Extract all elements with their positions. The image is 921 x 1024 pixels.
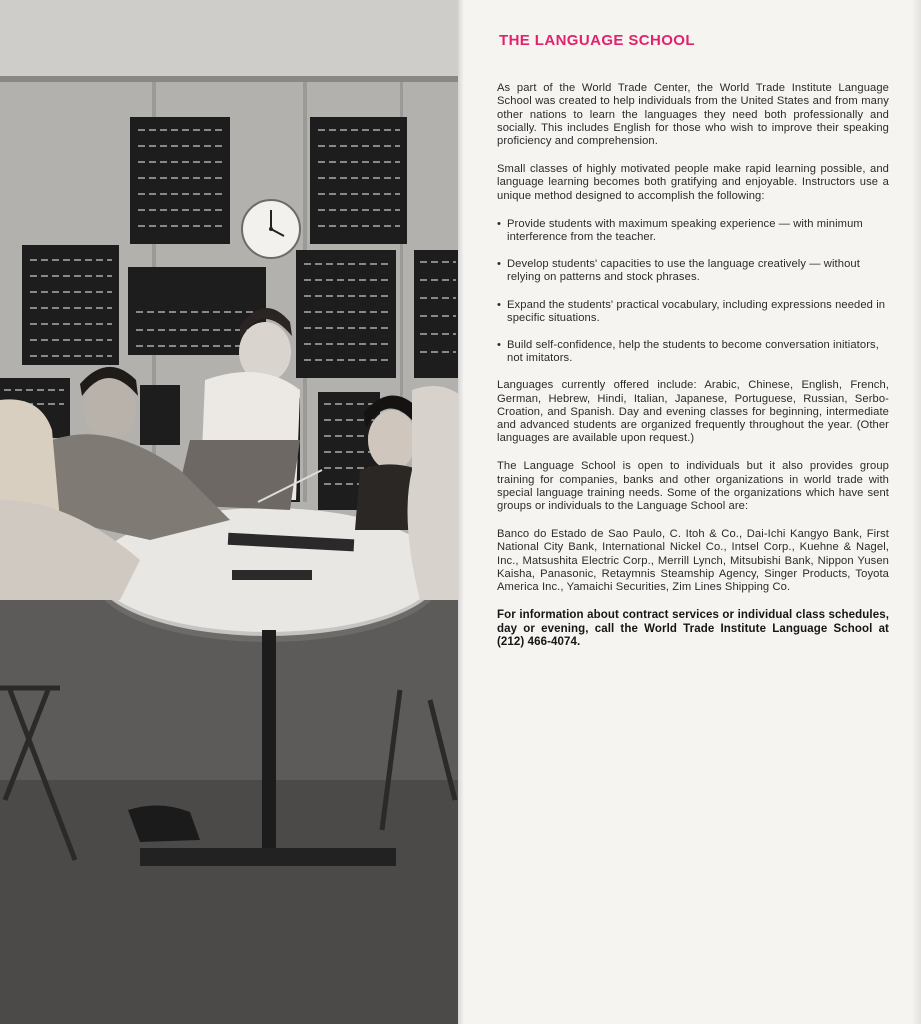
groups-paragraph: The Language School is open to individuals but it also provides group training for companies, banks and other organizations in world trade with special language training needs. Some of the organizations which have sent groups or individuals to the Language School are:: [497, 460, 889, 513]
bullet-icon: •: [497, 217, 502, 230]
page-edge: [912, 0, 921, 1024]
bullet-text: Provide students with maximum speaking experience — with minimum interference from the teacher.: [507, 217, 863, 244]
languages-paragraph: Languages currently offered include: Arabic, Chinese, English, French, German, Hebrew, Hindi, Italian, Japanese, Portuguese, Russian, Serbo-Croation, and Spanish. Day and evening classes for beginning, intermediate and advanced students are organized frequently throughout the year. (Other languages are available upon request.): [497, 379, 889, 445]
bullet-text: Expand the students' practical vocabulary, including expressions needed in specific situations.: [507, 298, 886, 324]
list-item: [497, 339, 889, 365]
article-column: [497, 34, 889, 661]
organizations-paragraph: Banco do Estado de Sao Paulo, C. Itoh & Co., Dai-Ichi Kangyo Bank, First National City Bank, International Nickel Co., Intsel Corp., Kuehne & Nagel, Inc., Matsushita Electric Corp., Merrill Lynch, Mitsubishi Bank, Nippon Yusen Kaisha, Panasonic, Retaymnis Steamship Agency, Singer Products, Toyota America Inc., Yamaichi Securities, Zim Lines Shipping Co.: [497, 528, 889, 594]
list-item: [497, 218, 889, 244]
bullet-text: Build self-confidence, help the students to become conversation initiators, not imitators.: [507, 339, 879, 365]
bullet-icon: •: [497, 298, 502, 311]
classroom-illustration: [0, 0, 460, 1024]
list-item: [497, 258, 889, 284]
classroom-photo: [0, 0, 460, 1024]
intro-paragraph: As part of the World Trade Center, the World Trade Institute Language School was created to help individuals from the United States and from many other nations to learn the languages they need both professionally and socially. This includes English for those who wish to improve their speaking proficiency and comprehension.: [497, 82, 889, 148]
page-gutter: [458, 0, 464, 1024]
clock-icon: [242, 200, 300, 258]
bullet-icon: •: [497, 339, 502, 352]
bullet-text: Develop students' capacities to use the language creatively — without relying on patterns and stock phrases.: [507, 258, 860, 284]
contact-paragraph: For information about contract services or individual class schedules, day or evening, call the World Trade Institute Language School at (212) 466-4074.: [497, 609, 889, 649]
list-item: [497, 299, 889, 325]
bullet-icon: •: [497, 258, 502, 271]
article-title: THE LANGUAGE SCHOOL: [499, 32, 695, 49]
method-paragraph: Small classes of highly motivated people make rapid learning possible, and language learning becomes both gratifying and enjoyable. Instructors use a unique method designed to accomplish the following:: [497, 163, 889, 202]
